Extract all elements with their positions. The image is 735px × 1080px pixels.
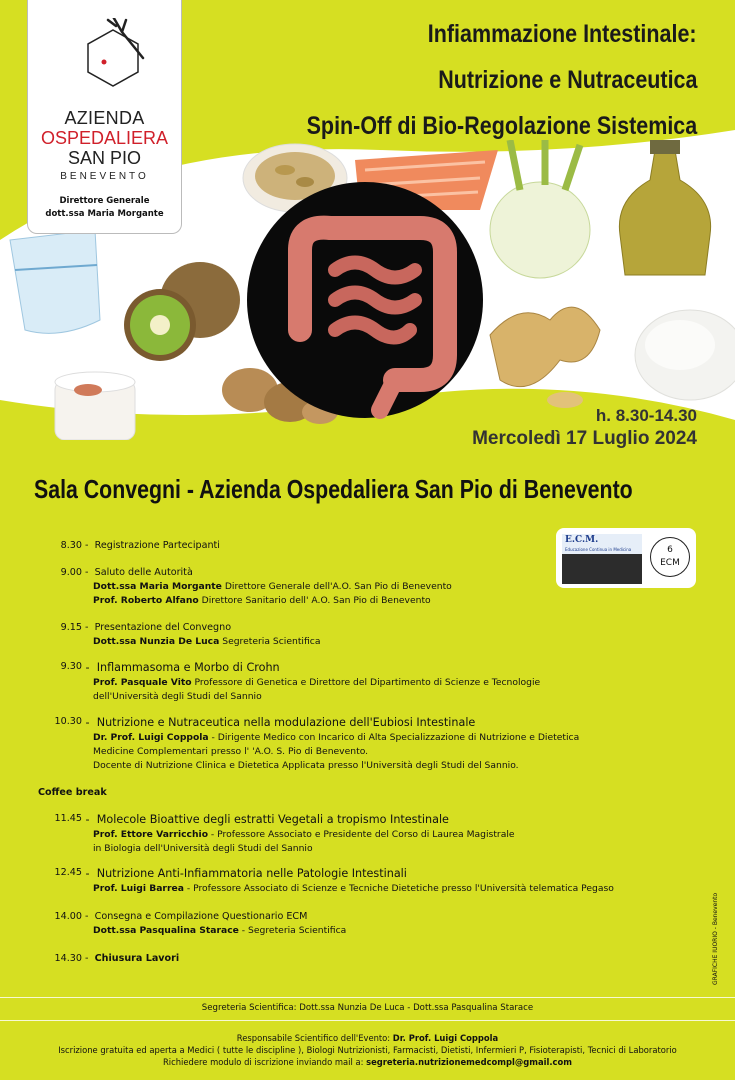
speaker-role: - Dirigente Medico con Incarico di Alta Specializzazione di Nutrizione e Dietetica — [208, 732, 580, 743]
speaker-name: Dr. Prof. Luigi Coppola — [93, 732, 209, 743]
footer-request-label: Richiedere modulo di iscrizione inviando mail a: — [162, 1057, 367, 1067]
rice-image — [635, 310, 735, 400]
footer-request — [0, 1057, 735, 1067]
event-date: Mercoledì 17 Luglio 2024 — [472, 428, 697, 449]
program-title: Presentazione del Convegno — [94, 622, 232, 633]
ecm-title: E.C.M. — [565, 535, 599, 545]
footer-responsible-name: Dr. Prof. Luigi Coppola — [392, 1033, 499, 1043]
footer-responsible-label: Responsabile Scientifico dell'Evento: — [236, 1033, 393, 1043]
speaker-name: Prof. Luigi Barrea — [93, 883, 184, 894]
ecm-credits — [650, 537, 690, 577]
fennel-image — [490, 140, 590, 278]
kiwi-image — [124, 262, 240, 361]
program-time: 14.00 — [54, 911, 82, 922]
program-title: Nutrizione Anti-Infiammatoria nelle Patologie Intestinali — [96, 867, 407, 880]
logo-line-2: OSPEDALIERA — [40, 128, 169, 148]
program-title: Molecole Bioattive degli estratti Vegetali a tropismo Intestinale — [96, 813, 449, 826]
title-line-1: Infiammazione Intestinale: — [428, 20, 697, 48]
water-glass-image — [10, 230, 100, 333]
speaker-role: dell'Università degli Studi del Sannio — [93, 691, 262, 702]
logo-line-4: BENEVENTO — [60, 171, 149, 182]
program-title: Registrazione Partecipanti — [94, 540, 220, 551]
program-time: 9.15 — [60, 622, 82, 633]
olive-oil-image — [619, 140, 710, 275]
title-line-2: Nutrizione e Nutraceutica — [437, 66, 697, 94]
footer-divider — [0, 997, 735, 998]
program-time: 9.30 — [60, 661, 82, 672]
program-time: 8.30 — [60, 540, 82, 551]
speaker-role: - Professore Associato e Presidente del Corso di Laurea Magistrale — [208, 829, 515, 840]
footer-responsible — [0, 1033, 735, 1043]
logo-line-3: SAN PIO — [67, 148, 142, 168]
program-time: 10.30 — [54, 716, 82, 727]
speaker-role: Medicine Complementari presso l' 'A.O. S. Pio di Benevento. — [93, 746, 369, 757]
speaker-role: - Segreteria Scientifica — [238, 925, 347, 936]
speaker-name: Prof. Roberto Alfano — [93, 595, 199, 606]
ecm-subtitle: Educazione Continua in Medicina — [565, 547, 632, 552]
side-credit: GRAFICHE IUORIO - Benevento — [712, 892, 719, 985]
speaker-role: Direttore Sanitario dell' A.O. San Pio di Benevento — [198, 595, 431, 606]
footer-registration: Iscrizione gratuita ed aperta a Medici ( tutte le discipline ), Biologi Nutrizionisti, Farmacisti, Dietisti, Infermieri P, Fisioterapisti, Tecnici di Laboratorio — [58, 1045, 677, 1055]
event-venue: Sala Convegni - Azienda Ospedaliera San Pio di Benevento — [34, 474, 633, 504]
speaker-name: Dott.ssa Pasqualina Starace — [93, 925, 239, 936]
director-name: dott.ssa Maria Morgante — [45, 209, 164, 219]
hospital-logo — [27, 0, 182, 234]
program-time: 9.00 — [60, 567, 82, 578]
director-label: Direttore Generale — [59, 196, 150, 206]
program-title: Chiusura Lavori — [94, 953, 180, 964]
yogurt-image — [55, 372, 135, 440]
logo-line-1: AZIENDA — [64, 108, 145, 128]
coffee-break: Coffee break — [38, 787, 107, 798]
speaker-name: Dott.ssa Maria Morgante — [93, 581, 222, 592]
title-line-3: Spin-Off di Bio-Regolazione Sistemica — [306, 112, 697, 140]
speaker-role: - Professore Associato di Scienze e Tecniche Dietetiche presso l'Università telematica Pegaso — [183, 883, 614, 894]
footer-email-link[interactable]: segreteria.nutrizionemedcompl@gmail.com — [366, 1057, 572, 1067]
speaker-role: Direttore Generale dell'A.O. San Pio di Benevento — [221, 581, 452, 592]
speaker-role: Professore di Genetica e Direttore del Dipartimento di Scienze e Tecnologie — [191, 677, 541, 688]
speaker-name: Prof. Pasquale Vito — [93, 677, 192, 688]
ecm-credits-label: ECM — [660, 558, 680, 568]
speaker-role: Segreteria Scientifica — [219, 636, 321, 647]
program-time: 14.30 — [54, 953, 82, 964]
program-title: Inflammasoma e Morbo di Crohn — [96, 661, 280, 674]
program-time: 12.45 — [54, 867, 82, 878]
ecm-credits-number: 6 — [667, 545, 673, 555]
ecm-badge — [556, 528, 696, 588]
intestine-illustration — [247, 182, 483, 418]
footer-secretary: Segreteria Scientifica: Dott.ssa Nunzia De Luca - Dott.ssa Pasqualina Starace — [201, 1003, 534, 1013]
speaker-role: in Biologia dell'Università degli Studi del Sannio — [93, 843, 313, 854]
program-time: 11.45 — [54, 813, 82, 824]
speaker-name: Dott.ssa Nunzia De Luca — [93, 636, 220, 647]
speaker-name: Prof. Ettore Varricchio — [93, 829, 209, 840]
ginger-image — [490, 307, 600, 408]
event-hours: h. 8.30-14.30 — [595, 406, 697, 425]
program-title: Saluto delle Autorità — [94, 567, 193, 578]
hexagon-logo-icon — [78, 18, 148, 88]
footer-divider — [0, 1020, 735, 1021]
program-title: Nutrizione e Nutraceutica nella modulazione dell'Eubiosi Intestinale — [96, 716, 476, 729]
program-title: Consegna e Compilazione Questionario ECM — [94, 911, 308, 922]
speaker-role: Docente di Nutrizione Clinica e Dietetica Applicata presso l'Università degli Studi del Sannio. — [93, 760, 519, 771]
